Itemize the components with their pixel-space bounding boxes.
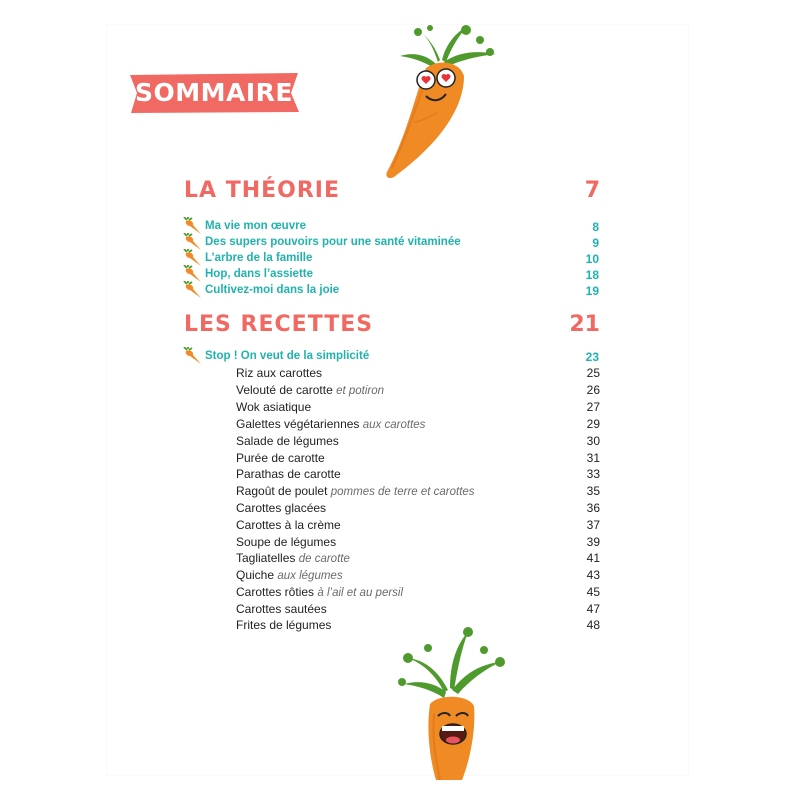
recipe-page: 47	[586, 602, 600, 616]
recipe-page: 45	[586, 585, 600, 599]
recipe-title: Carottes sautées	[236, 602, 327, 616]
toc-item[interactable]	[183, 284, 599, 300]
toc-item-label: Cultivez-moi dans la joie	[205, 284, 340, 296]
section-title-recettes: LES RECETTES	[184, 312, 374, 337]
recipe-subtitle: aux légumes	[277, 570, 343, 582]
toc-item-page: 9	[592, 236, 599, 250]
section-page-theorie: 7	[584, 178, 600, 203]
toc-item-page: 23	[585, 350, 599, 364]
toc-item-label: L’arbre de la famille	[205, 252, 313, 264]
recipe-row[interactable]	[236, 602, 600, 618]
recipe-row[interactable]	[236, 383, 600, 399]
toc-item-label: Hop, dans l’assiette	[205, 268, 314, 280]
recipe-page: 33	[586, 467, 600, 481]
recipe-title-wrap	[236, 467, 341, 481]
recipe-page: 26	[586, 383, 600, 397]
recipe-title-wrap	[236, 484, 475, 498]
sommaire-banner	[128, 72, 300, 114]
recipe-page: 41	[586, 551, 600, 565]
recipe-row[interactable]	[236, 501, 600, 517]
recipe-title-wrap	[236, 518, 341, 532]
recipe-page: 43	[586, 568, 600, 582]
recipe-title: Ragoût de poulet	[236, 484, 328, 498]
toc-item-label: Ma vie mon œuvre	[205, 220, 306, 232]
toc-item-page: 18	[585, 268, 599, 282]
toc-item[interactable]	[183, 268, 599, 284]
recipe-title-wrap	[236, 451, 325, 465]
recipe-row[interactable]	[236, 618, 600, 634]
recipe-title: Carottes glacées	[236, 501, 327, 515]
recipe-row[interactable]	[236, 417, 600, 433]
recipe-row[interactable]	[236, 366, 600, 382]
recipe-row[interactable]	[236, 434, 600, 450]
recipe-subtitle: et potiron	[336, 385, 385, 397]
section-title-theorie: LA THÉORIE	[184, 178, 341, 203]
smiling-carrot-top-illustration	[368, 22, 508, 192]
recipe-title-wrap	[236, 501, 326, 515]
toc-item-page: 10	[585, 252, 599, 266]
toc-item-label: Stop ! On veut de la simplicité	[205, 350, 370, 362]
toc-item-page: 8	[592, 220, 599, 234]
recipe-page: 36	[586, 501, 600, 515]
recipe-page: 35	[586, 484, 600, 498]
recipe-row[interactable]	[236, 568, 600, 584]
toc-item[interactable]	[183, 252, 599, 268]
recipe-subtitle: pommes de terre et carottes	[330, 486, 475, 498]
recipe-row[interactable]	[236, 467, 600, 483]
toc-item-label: Des supers pouvoirs pour une santé vitaminée	[205, 236, 461, 248]
recipe-title-wrap	[236, 400, 311, 414]
recipe-page: 27	[586, 400, 600, 414]
recipe-page: 37	[586, 518, 600, 532]
recipe-title: Tagliatelles	[236, 551, 296, 565]
toc-item[interactable]	[183, 220, 599, 236]
recipe-title-wrap	[236, 366, 322, 380]
carrot-bullet-icon	[183, 281, 203, 299]
recipe-title: Frites de légumes	[236, 618, 332, 632]
section-page-recettes: 21	[569, 312, 600, 337]
carrot-bullet-icon	[183, 347, 203, 365]
recipe-title: Riz aux carottes	[236, 366, 323, 380]
recipe-title-wrap	[236, 417, 425, 431]
recipe-title: Carottes à la crème	[236, 518, 341, 532]
recipe-title: Purée de carotte	[236, 451, 325, 465]
recipe-title-wrap	[236, 535, 336, 549]
recipe-title-wrap	[236, 618, 331, 632]
recipe-title: Velouté de carotte	[236, 383, 333, 397]
recipe-title-wrap	[236, 383, 384, 397]
recipe-title: Carottes rôties	[236, 585, 315, 599]
recipe-row[interactable]	[236, 451, 600, 467]
recipe-row[interactable]	[236, 535, 600, 551]
recipe-title: Salade de légumes	[236, 434, 339, 448]
banner-title: SOMMAIRE	[135, 78, 293, 107]
recipe-subtitle: aux carottes	[362, 419, 426, 431]
recipe-subtitle: à l’ail et au persil	[317, 587, 404, 599]
toc-item-page: 19	[585, 284, 599, 298]
recipe-title: Wok asiatique	[236, 400, 312, 414]
recipe-row[interactable]	[236, 551, 600, 567]
recipe-row[interactable]	[236, 484, 600, 500]
recipe-page: 31	[586, 451, 600, 465]
recipe-row[interactable]	[236, 585, 600, 601]
recipe-title-wrap	[236, 551, 350, 565]
laughing-carrot-bottom-illustration	[378, 620, 518, 780]
recipe-page: 29	[586, 417, 600, 431]
recipe-page: 30	[586, 434, 600, 448]
recipe-title: Quiche	[236, 568, 275, 582]
recipe-subtitle: de carotte	[298, 553, 350, 565]
recipe-page: 25	[586, 366, 600, 380]
recipe-title-wrap	[236, 434, 339, 448]
toc-item[interactable]	[183, 236, 599, 252]
recipe-page: 39	[586, 535, 600, 549]
recipe-title: Parathas de carotte	[236, 467, 341, 481]
recipe-title-wrap	[236, 602, 327, 616]
recipe-title-wrap	[236, 585, 403, 599]
recipe-title-wrap	[236, 568, 343, 582]
recipe-title: Galettes végétariennes	[236, 417, 360, 431]
recipe-title: Soupe de légumes	[236, 535, 337, 549]
recipe-row[interactable]	[236, 518, 600, 534]
recipe-page: 48	[586, 618, 600, 632]
toc-item-recettes-chapter[interactable]	[183, 350, 599, 366]
recipe-row[interactable]	[236, 400, 600, 416]
